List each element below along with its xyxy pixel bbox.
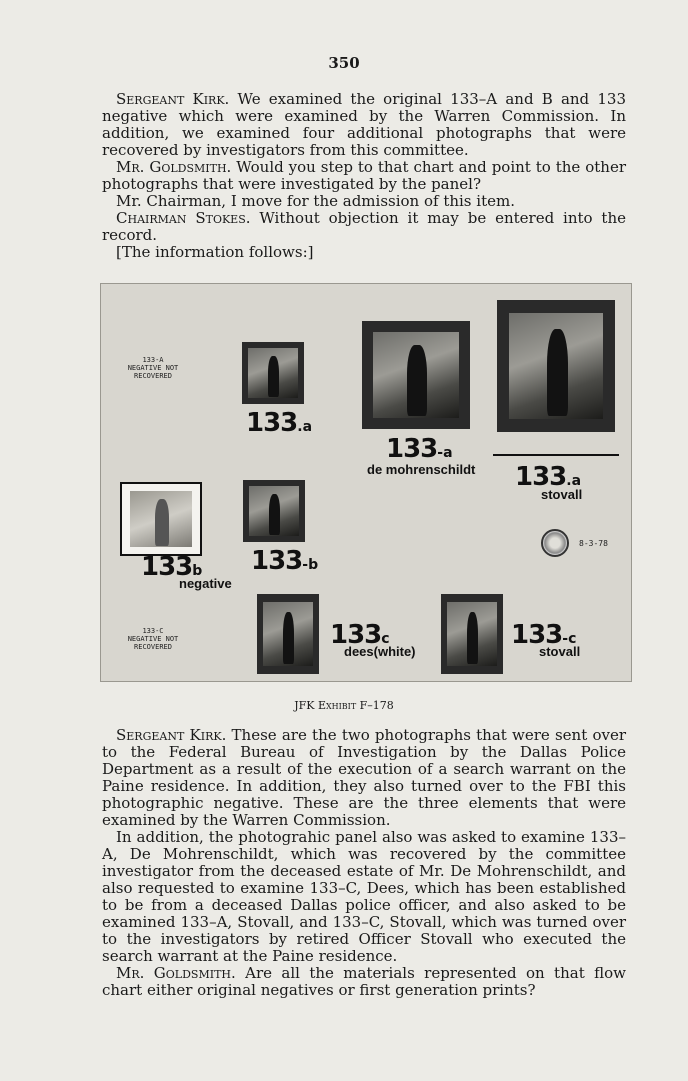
speaker-name: Sergeant Kirk. [116, 726, 227, 744]
label-133a-stovall: 133.a [515, 462, 582, 492]
paragraph [102, 244, 626, 261]
paragraph [102, 193, 626, 210]
bottom-text-block [102, 727, 626, 999]
paragraph [102, 159, 626, 193]
speaker-name: Mr. Goldsmith. [116, 158, 232, 176]
paragraph [102, 965, 626, 999]
label-de-mohrenschildt: de mohrenschildt [367, 462, 476, 477]
exhibit-caption: JFK Exhibit F–178 [294, 699, 394, 712]
photo-133c-stovall [441, 594, 503, 674]
exhibit-chart-photo [100, 283, 632, 682]
divider-line [493, 454, 619, 456]
stamp-date: 8-3-78 [579, 539, 608, 548]
speaker-name: Sergeant Kirk. [116, 90, 230, 108]
paragraph-text: These are the two photographs that were sent over to the Federal Bureau of Investigation by the Dallas Police Department as a result of the execution of a search warrant on the Paine residence. In addition, they also turned over to the FBI this photographic negative. These are the three elements that were examined by the Warren Commission. [102, 726, 627, 829]
page-number: 350 [328, 54, 360, 72]
label-dees-white: dees(white) [344, 644, 416, 659]
speaker-name: Mr. Goldsmith. [116, 964, 236, 982]
paragraph-text: [The information follows:] [116, 243, 314, 261]
photo-133b-negative [120, 482, 202, 556]
label-133c-dees: 133c [330, 620, 390, 650]
paragraph [102, 727, 626, 829]
paragraph [102, 829, 626, 965]
paragraph [102, 210, 626, 244]
paragraph-text: Without objection it may be entered into the record. [102, 209, 626, 244]
label-negative: negative [179, 576, 232, 591]
paragraph [102, 91, 626, 159]
note-133a-not-recovered: 133-A NEGATIVE NOT RECOVERED [127, 356, 179, 380]
label-133c-stovall: 133-c [511, 620, 577, 650]
top-text-block [102, 91, 626, 261]
label-133a-dm: 133-a [386, 434, 453, 464]
seal-stamp [541, 529, 569, 557]
note-133c-not-recovered: 133-C NEGATIVE NOT RECOVERED [127, 627, 179, 651]
label-133a: 133.a [246, 408, 313, 438]
paragraph-text: Mr. Chairman, I move for the admission of this item. [116, 192, 515, 210]
photo-133a [242, 342, 304, 404]
speaker-name: Chairman Stokes. [116, 209, 251, 227]
photo-133b [243, 480, 305, 542]
label-133b: 133-b [251, 546, 319, 576]
label-133b-negative: 133b [141, 552, 203, 582]
label-stovall: stovall [541, 487, 583, 502]
label-stovall-2: stovall [539, 644, 581, 659]
paragraph-text: Would you step to that chart and point to the other photographs that were investigated by the panel? [102, 158, 626, 193]
photo-133a-de-mohrenschildt [362, 321, 470, 429]
paragraph-text: We examined the original 133–A and B and 133 negative which were examined by the Warren Commission. In addition, we examined four additional photographs that were recovered by investigators from this committee. [102, 90, 626, 159]
photo-133a-stovall [497, 300, 615, 432]
photo-133c-dees [257, 594, 319, 674]
paragraph-text: Are all the materials represented on that flow chart either original negatives or first generation prints? [102, 964, 626, 999]
paragraph-text: In addition, the photograhic panel also was asked to examine 133–A, De Mohrenschildt, which was recovered by the committee investigator from the deceased estate of Mr. De Mohrenschildt, and also requested to examine 133–C, Dees, which has been established to be from a deceased Dallas police officer, and also asked to be examined 133–A, Stovall, and 133–C, Stovall, which was turned over to the investigators by retired Officer Stovall who executed the search warrant at the Paine residence. [102, 828, 626, 965]
